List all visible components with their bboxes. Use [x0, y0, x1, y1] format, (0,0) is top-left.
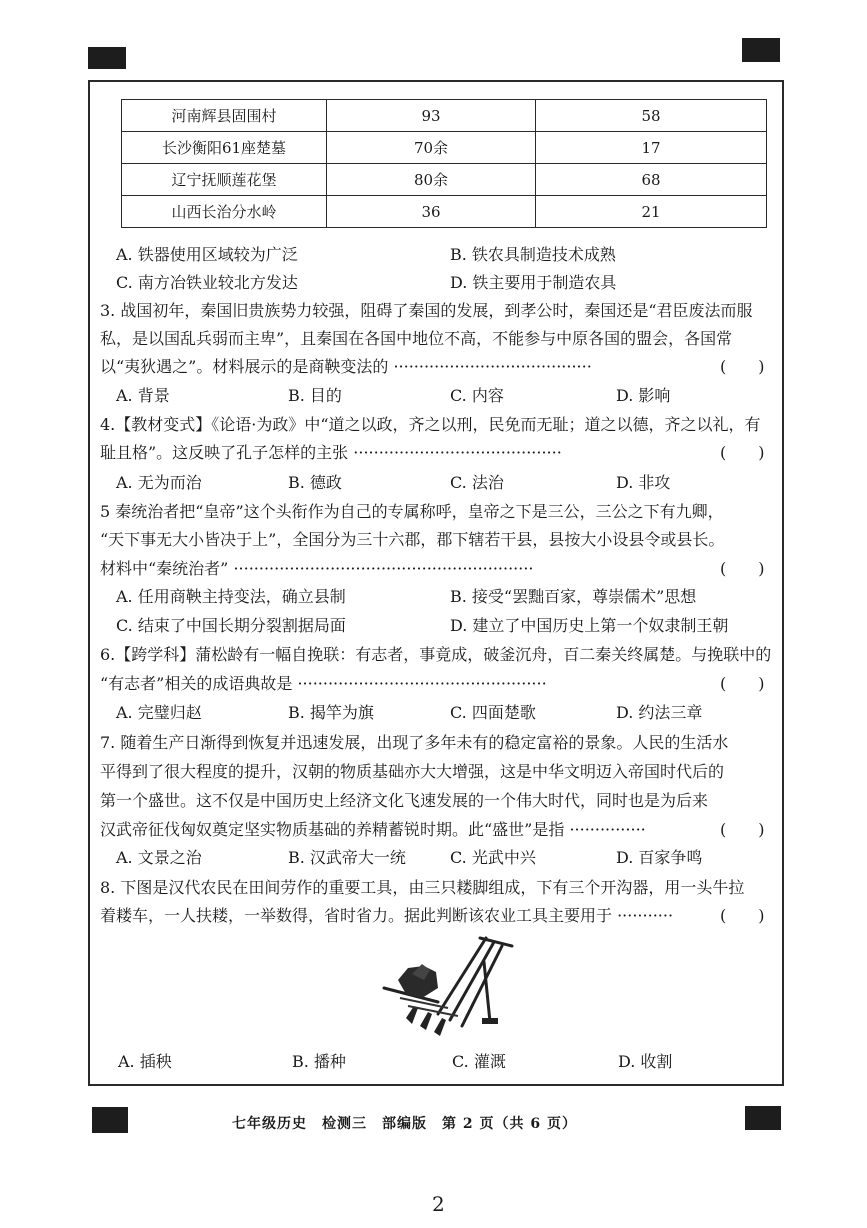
- q3-stem-line-1: 3. 战国初年，秦国旧贵族势力较强，阻碍了秦国的发展，到孝公时，秦国还是“君臣废法而服: [100, 301, 753, 320]
- q7-stem-line-2: 平得到了很大程度的提升，汉朝的物质基础亦大大增强，这是中华文明迈入帝国时代后的: [100, 762, 725, 781]
- q8-stem-line-2: 着耧车，一人扶耧，一举数得，省时省力。据此判断该农业工具主要用于 ···········: [100, 906, 674, 925]
- q6-option-d[interactable]: D. 约法三章: [616, 703, 703, 722]
- q3-stem-line-2: 私，是以国乱兵弱而主卑”，且秦国在各国中地位不高，不能参与中原各国的盟会，各国常: [100, 329, 733, 348]
- q3-option-a[interactable]: A. 背景: [116, 386, 170, 405]
- q5-option-c[interactable]: C. 结束了中国长期分裂割据局面: [116, 616, 346, 635]
- q8-option-d[interactable]: D. 收割: [618, 1052, 673, 1071]
- q5-stem-line-2: “天下事无大小皆决于上”，全国分为三十六郡，郡下辖若干县，县按大小设县令或县长。: [100, 530, 725, 549]
- q2-option-d[interactable]: D. 铁主要用于制造农具: [450, 273, 617, 292]
- page-footer: 七年级历史 检测三 部编版 第 2 页（共 6 页）: [232, 1116, 577, 1132]
- q4-stem-line-1: 4.【教材变式】《论语·为政》中“道之以政，齐之以刑，民免而无耻；道之以德，齐之以礼，有: [100, 415, 761, 434]
- q3-stem-line-3: 以“夷狄遇之”。材料展示的是商鞅变法的 ·······································: [100, 357, 592, 376]
- q7-answer-blank[interactable]: ( ): [720, 820, 765, 839]
- q3-option-b[interactable]: B. 目的: [288, 386, 342, 405]
- table-cell: 70余: [327, 132, 536, 164]
- page-number: 2: [432, 1192, 445, 1216]
- q5-option-b[interactable]: B. 接受“罢黜百家，尊崇儒术”思想: [450, 587, 697, 606]
- q6-stem-line-2: “有志者”相关的成语典故是 ·················································: [100, 674, 547, 693]
- registration-mark-top-left: [88, 47, 126, 69]
- q5-option-d[interactable]: D. 建立了中国历史上第一个奴隶制王朝: [450, 616, 729, 635]
- table-row: [122, 164, 767, 196]
- seed-drill-illustration: [378, 932, 518, 1040]
- table-cell: 21: [536, 196, 767, 228]
- registration-mark-top-right: [742, 38, 780, 62]
- q8-option-b[interactable]: B. 播种: [292, 1052, 346, 1071]
- q5-stem-line-3: 材料中“秦统治者” ···························································: [100, 559, 534, 578]
- table-cell: 93: [327, 100, 536, 132]
- table-cell: 17: [536, 132, 767, 164]
- q5-option-a[interactable]: A. 任用商鞅主持变法，确立县制: [116, 587, 346, 606]
- q7-option-a[interactable]: A. 文景之治: [116, 848, 202, 867]
- q2-option-c[interactable]: C. 南方冶铁业较北方发达: [116, 273, 298, 292]
- q7-option-b[interactable]: B. 汉武帝大一统: [288, 848, 406, 867]
- q8-option-a[interactable]: A. 插秧: [118, 1052, 172, 1071]
- table-row: [122, 100, 767, 132]
- q8-answer-blank[interactable]: ( ): [720, 906, 765, 925]
- registration-mark-bottom-left: [92, 1107, 128, 1133]
- q5-stem-line-1: 5 秦统治者把“皇帝”这个头衔作为自己的专属称呼，皇帝之下是三公，三公之下有九卿，: [100, 502, 724, 521]
- q6-option-c[interactable]: C. 四面楚歌: [450, 703, 536, 722]
- table-cell: 68: [536, 164, 767, 196]
- q5-answer-blank[interactable]: ( ): [720, 559, 765, 578]
- table-cell: 山西长治分水岭: [122, 196, 327, 228]
- q4-option-c[interactable]: C. 法治: [450, 473, 504, 492]
- q4-option-a[interactable]: A. 无为而治: [116, 473, 202, 492]
- q3-answer-blank[interactable]: ( ): [720, 357, 765, 376]
- q8-option-c[interactable]: C. 灌溉: [452, 1052, 506, 1071]
- table-cell: 辽宁抚顺莲花堡: [122, 164, 327, 196]
- iron-artifact-table: [121, 99, 767, 228]
- q6-stem-line-1: 6.【跨学科】蒲松龄有一幅自挽联：有志者，事竟成，破釜沉舟，百二秦关终属楚。与挽联中的: [100, 645, 772, 664]
- q6-option-a[interactable]: A. 完璧归赵: [116, 703, 202, 722]
- table-row: [122, 196, 767, 228]
- q8-stem-line-1: 8. 下图是汉代农民在田间劳作的重要工具，由三只耧脚组成，下有三个开沟器，用一头牛拉: [100, 878, 745, 897]
- registration-mark-bottom-right: [745, 1106, 781, 1130]
- q7-option-c[interactable]: C. 光武中兴: [450, 848, 536, 867]
- q7-stem-line-1: 7. 随着生产日渐得到恢复并迅速发展，出现了多年未有的稳定富裕的景象。人民的生活水: [100, 733, 729, 752]
- q7-option-d[interactable]: D. 百家争鸣: [616, 848, 703, 867]
- table-cell: 长沙衡阳61座楚墓: [122, 132, 327, 164]
- q4-stem-line-2: 耻且格”。这反映了孔子怎样的主张 ·········································: [100, 443, 562, 462]
- q7-stem-line-4: 汉武帝征伐匈奴奠定坚实物质基础的养精蓄锐时期。此“盛世”是指 ···············: [100, 820, 646, 839]
- table-cell: 58: [536, 100, 767, 132]
- q4-option-b[interactable]: B. 德政: [288, 473, 342, 492]
- q3-option-d[interactable]: D. 影响: [616, 386, 671, 405]
- q4-answer-blank[interactable]: ( ): [720, 443, 765, 462]
- q3-option-c[interactable]: C. 内容: [450, 386, 504, 405]
- q2-option-b[interactable]: B. 铁农具制造技术成熟: [450, 245, 616, 264]
- table-cell: 36: [327, 196, 536, 228]
- q6-answer-blank[interactable]: ( ): [720, 674, 765, 693]
- q6-option-b[interactable]: B. 揭竿为旗: [288, 703, 374, 722]
- q2-option-a[interactable]: A. 铁器使用区域较为广泛: [116, 245, 298, 264]
- q7-stem-line-3: 第一个盛世。这不仅是中国历史上经济文化飞速发展的一个伟大时代，同时也是为后来: [100, 791, 709, 810]
- table-row: [122, 132, 767, 164]
- table-cell: 80余: [327, 164, 536, 196]
- q4-option-d[interactable]: D. 非攻: [616, 473, 671, 492]
- table-cell: 河南辉县固围村: [122, 100, 327, 132]
